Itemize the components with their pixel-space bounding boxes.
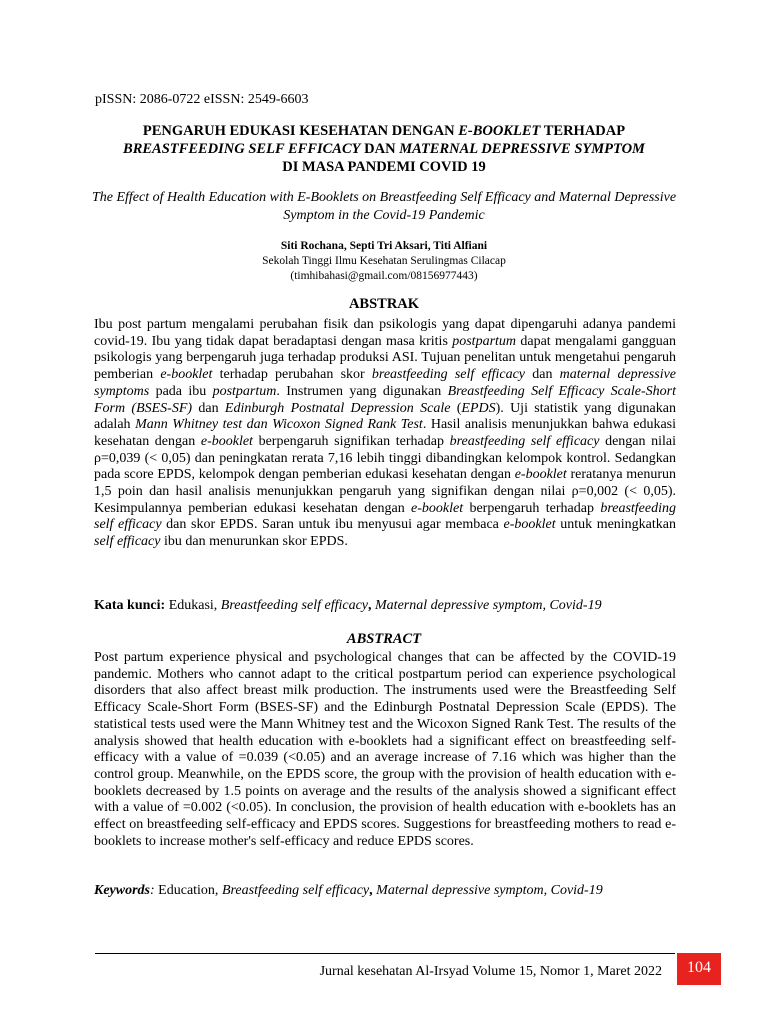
title-part: TERHADAP <box>540 123 626 139</box>
title-part: DI MASA PANDEMI COVID 19 <box>282 159 486 175</box>
abstrak-heading: ABSTRAK <box>348 296 420 312</box>
abstract-heading: ABSTRACT <box>346 631 422 647</box>
text-run: dapat mengalami gangguan psikologis yang berpengaruh juga terhadap produksi ASI. Tujuan penelitan untuk mengetahui pengaruh pemberian <box>94 333 676 383</box>
paper-title <box>80 122 688 176</box>
text-run: EPDS <box>461 400 496 416</box>
kata-kunci <box>94 598 694 614</box>
text-run: maternal depressive symptoms <box>94 367 677 399</box>
text-run: ). Uji statistik yang digunakan adalah <box>94 400 676 433</box>
text-run: berpengaruh signifikan terhadap <box>252 433 450 449</box>
text-run: postpartum <box>452 333 517 349</box>
title-part: MATERNAL DEPRESSIVE SYMPTOM <box>399 141 645 157</box>
text-run: Edukasi, <box>165 598 221 613</box>
text-run: ( <box>450 400 462 416</box>
text-run: Maternal depressive symptom, Covid-19 <box>375 598 602 613</box>
text-run: Breastfeeding self efficacy <box>220 598 369 613</box>
english-title: The Effect of Health Education with E-Booklets on Breastfeeding Self Efficacy and Maternal Depressive Symptom in the Covid-19 Pandemic <box>91 190 677 223</box>
text-run: breastfeeding self efficacy <box>449 433 600 449</box>
text-run: Mann Whitney test dan Wicoxon Signed Rank Test <box>135 417 423 433</box>
text-run: berpengaruh terhadap <box>463 500 601 516</box>
journal-footer: Jurnal kesehatan Al-Irsyad Volume 15, Nomor 1, Maret 2022 <box>319 964 662 979</box>
text-run: . Instrumen yang digunakan <box>276 383 448 399</box>
text-run: dan <box>192 400 225 416</box>
abstrak-paragraph <box>94 317 676 551</box>
issn-line: pISSN: 2086-0722 eISSN: 2549-6603 <box>95 92 309 107</box>
text-run: Ibu post partum mengalami perubahan fisik dan psikologis yang dapat dipengaruhi adanya pandemi covid-19. Ibu yang tidak dapat beradaptasi dengan masa kritis <box>94 317 676 349</box>
text-run: pada ibu <box>149 383 213 399</box>
text-run: Maternal depressive symptom, Covid-19 <box>376 883 603 898</box>
title-part: E-BOOKLET <box>458 123 541 139</box>
text-run: postpartum <box>212 383 277 399</box>
text-run: reratanya menurun 1,5 poin dan hasil analisis menunjukkan pengaruh yang signifikan dengan nilai ρ=0,002 (< 0,05). Kesimpulannya pemberian edukasi kesehatan dengan <box>94 467 676 516</box>
text-run: breastfeeding self efficacy <box>371 367 526 383</box>
text-run: Breastfeeding self efficacy <box>221 883 370 898</box>
text-run: dengan nilai ρ=0,039 (< 0,05) dan peningkatan rerata 7,16 lebih tinggi dibandingkan kelompok kontrol. Sedangkan pada score EPDS, kelompok dengan pemberian edukasi kesehatan dengan <box>94 433 677 483</box>
text-run: dan skor EPDS. Saran untuk ibu menyusui agar membaca <box>161 517 504 533</box>
text-run: breastfeeding self efficacy <box>94 500 676 533</box>
text-run: self efficacy <box>94 534 161 550</box>
text-run: : <box>150 883 155 898</box>
kata-kunci-label: Kata kunci: <box>94 598 166 613</box>
text-run: , <box>369 883 377 898</box>
text-run: terhadap perubahan skor <box>212 367 372 383</box>
text-run: Breastfeeding Self Efficacy Scale-Short Form (BSES-SF) <box>94 383 677 416</box>
text-run: e-booklet <box>411 500 464 516</box>
text-run: ibu dan menurunkan skor EPDS. <box>160 534 348 550</box>
affiliation: Sekolah Tinggi Ilmu Kesehatan Serulingmas Cilacap <box>262 255 506 267</box>
text-run: Education, <box>154 883 222 898</box>
keywords-label: Keywords <box>94 883 150 898</box>
text-run: dan <box>525 367 560 383</box>
text-run: untuk meningkatkan <box>555 517 677 533</box>
title-part: PENGARUH EDUKASI KESEHATAN DENGAN <box>142 123 459 139</box>
text-run: Edinburgh Postnatal Depression Scale <box>224 400 451 416</box>
author-names: Siti Rochana, Septi Tri Aksari, Titi Alfiani <box>280 240 488 252</box>
title-part: DAN <box>360 141 400 157</box>
title-part: BREASTFEEDING SELF EFFICACY <box>123 141 361 157</box>
text-run: e-booklet <box>200 433 253 449</box>
keywords <box>94 883 694 899</box>
text-run: . Hasil analisis menunjukkan bahwa edukasi kesehatan dengan <box>94 417 676 449</box>
author-block <box>0 239 768 284</box>
text-run: e-booklet <box>514 467 567 483</box>
text-run: e-booklet <box>503 517 556 533</box>
text-run: e-booklet <box>160 367 213 383</box>
text-run: , <box>368 598 376 613</box>
abstract-paragraph: Post partum experience physical and psychological changes that can be affected by the COVID-19 pandemic. Mothers who cannot adapt to the critical postpartum period can experience psychological disorders that also affect breast milk production. The instruments used were the Breastfeeding Self Efficacy Scale-Short Form (BSES-SF) and the Edinburgh Postnatal Depression Scale (EPDS). The statistical tests used were the Mann Whitney test and the Wicoxon Signed Rank Test. The results of the analysis showed that health education with e-booklets had a significant effect on breastfeeding self-efficacy with a value of =0.039 (<0.05) and an average increase of 7.16 which was higher than the control group. Meanwhile, on the EPDS score, the group with the provision of health education with e-booklets decreased by 1.5 points on average and the results of the analysis showed a significant effect with a value of =0.002 (<0.05). In conclusion, the provision of health education with e-booklets has an effect on breastfeeding self-efficacy and EPDS scores. Suggestions for breastfeeding mothers to read e-booklets to increase mother's self-efficacy and reduce EPDS scores. <box>94 650 676 849</box>
footer-divider <box>95 953 675 954</box>
contact: (timhibahasi@gmail.com/08156977443) <box>290 270 478 282</box>
page-number-badge: 104 <box>677 953 721 985</box>
